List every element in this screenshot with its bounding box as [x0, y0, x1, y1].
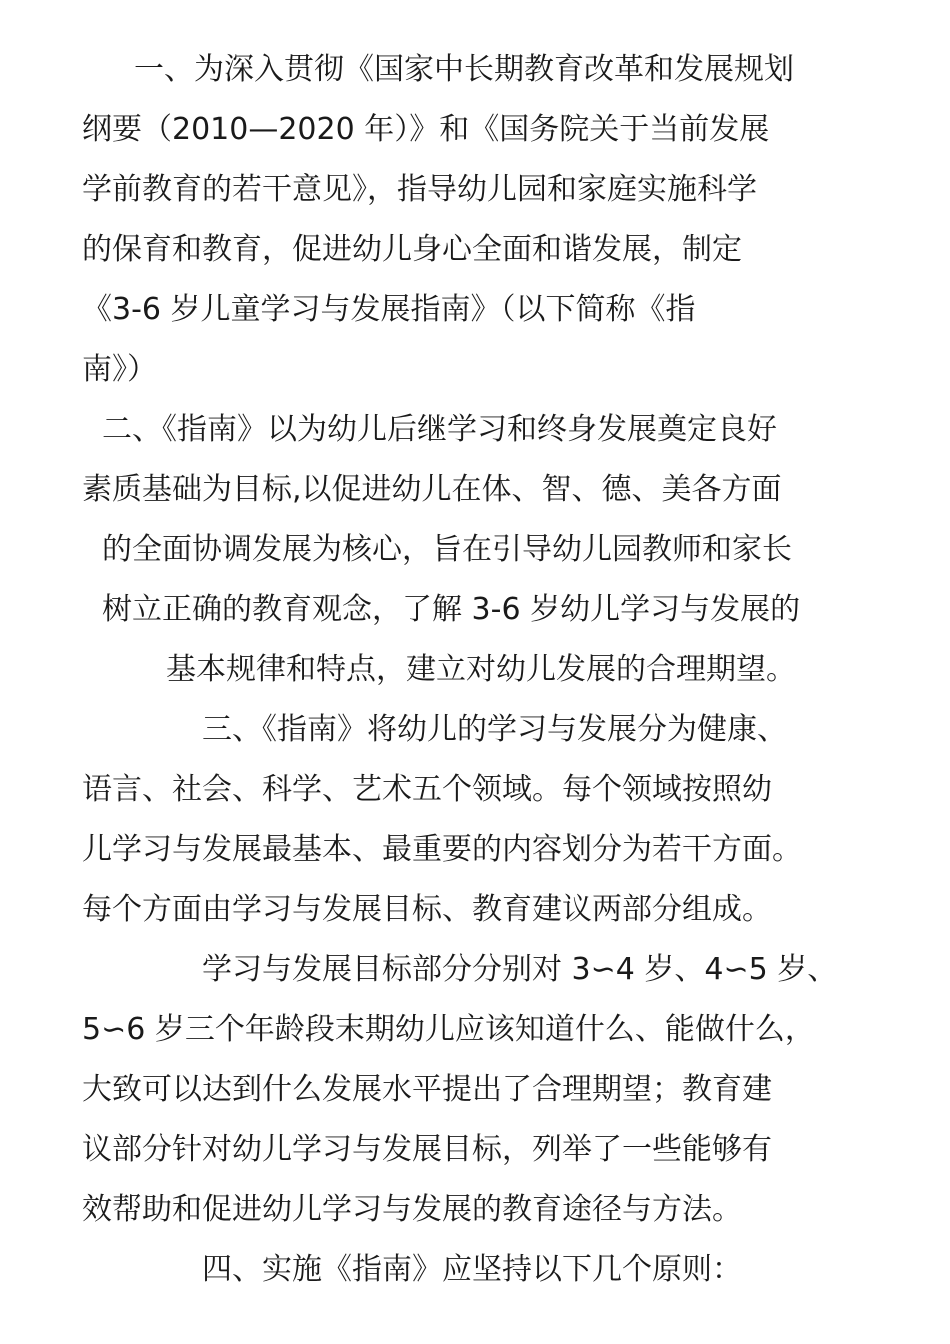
text-line: 大致可以达到什么发展水平提出了合理期望；教育建	[82, 1072, 772, 1107]
text-line: 5∽6 岁三个年龄段末期幼儿应该知道什么、能做什么，	[82, 1012, 815, 1047]
text-line: 的保育和教育，促进幼儿身心全面和谐发展，制定	[82, 232, 742, 267]
text-line: 效帮助和促进幼儿学习与发展的教育途径与方法。	[82, 1192, 742, 1227]
text-line: 四、实施《指南》应坚持以下几个原则：	[202, 1252, 742, 1287]
text-line: 每个方面由学习与发展目标、教育建议两部分组成。	[82, 892, 772, 927]
text-line: 学习与发展目标部分分别对 3∽4 岁、4∽5 岁、	[202, 952, 838, 987]
text-line: 《3-6 岁儿童学习与发展指南》（以下简称《指	[82, 292, 696, 327]
text-line: 素质基础为目标,以促进幼儿在体、智、德、美各方面	[82, 472, 782, 507]
text-line: 二、《指南》以为幼儿后继学习和终身发展奠定良好	[102, 412, 777, 447]
text-line: 纲要（2010—2020 年）》和《国务院关于当前发展	[82, 112, 770, 147]
text-line: 一、为深入贯彻《国家中长期教育改革和发展规划	[134, 52, 794, 87]
text-line: 的全面协调发展为核心，旨在引导幼儿园教师和家长	[102, 532, 792, 567]
text-line: 语言、社会、科学、艺术五个领域。每个领域按照幼	[82, 772, 772, 807]
text-line: 儿学习与发展最基本、最重要的内容划分为若干方面。	[82, 832, 802, 867]
text-line: 南》）	[82, 352, 157, 387]
text-line: 议部分针对幼儿学习与发展目标，列举了一些能够有	[82, 1132, 772, 1167]
text-line: 三、《指南》将幼儿的学习与发展分为健康、	[202, 712, 787, 747]
text-line: 学前教育的若干意见》，指导幼儿园和家庭实施科学	[82, 172, 757, 207]
text-line: 基本规律和特点，建立对幼儿发展的合理期望。	[166, 652, 796, 687]
text-line: 树立正确的教育观念，了解 3-6 岁幼儿学习与发展的	[102, 592, 801, 627]
